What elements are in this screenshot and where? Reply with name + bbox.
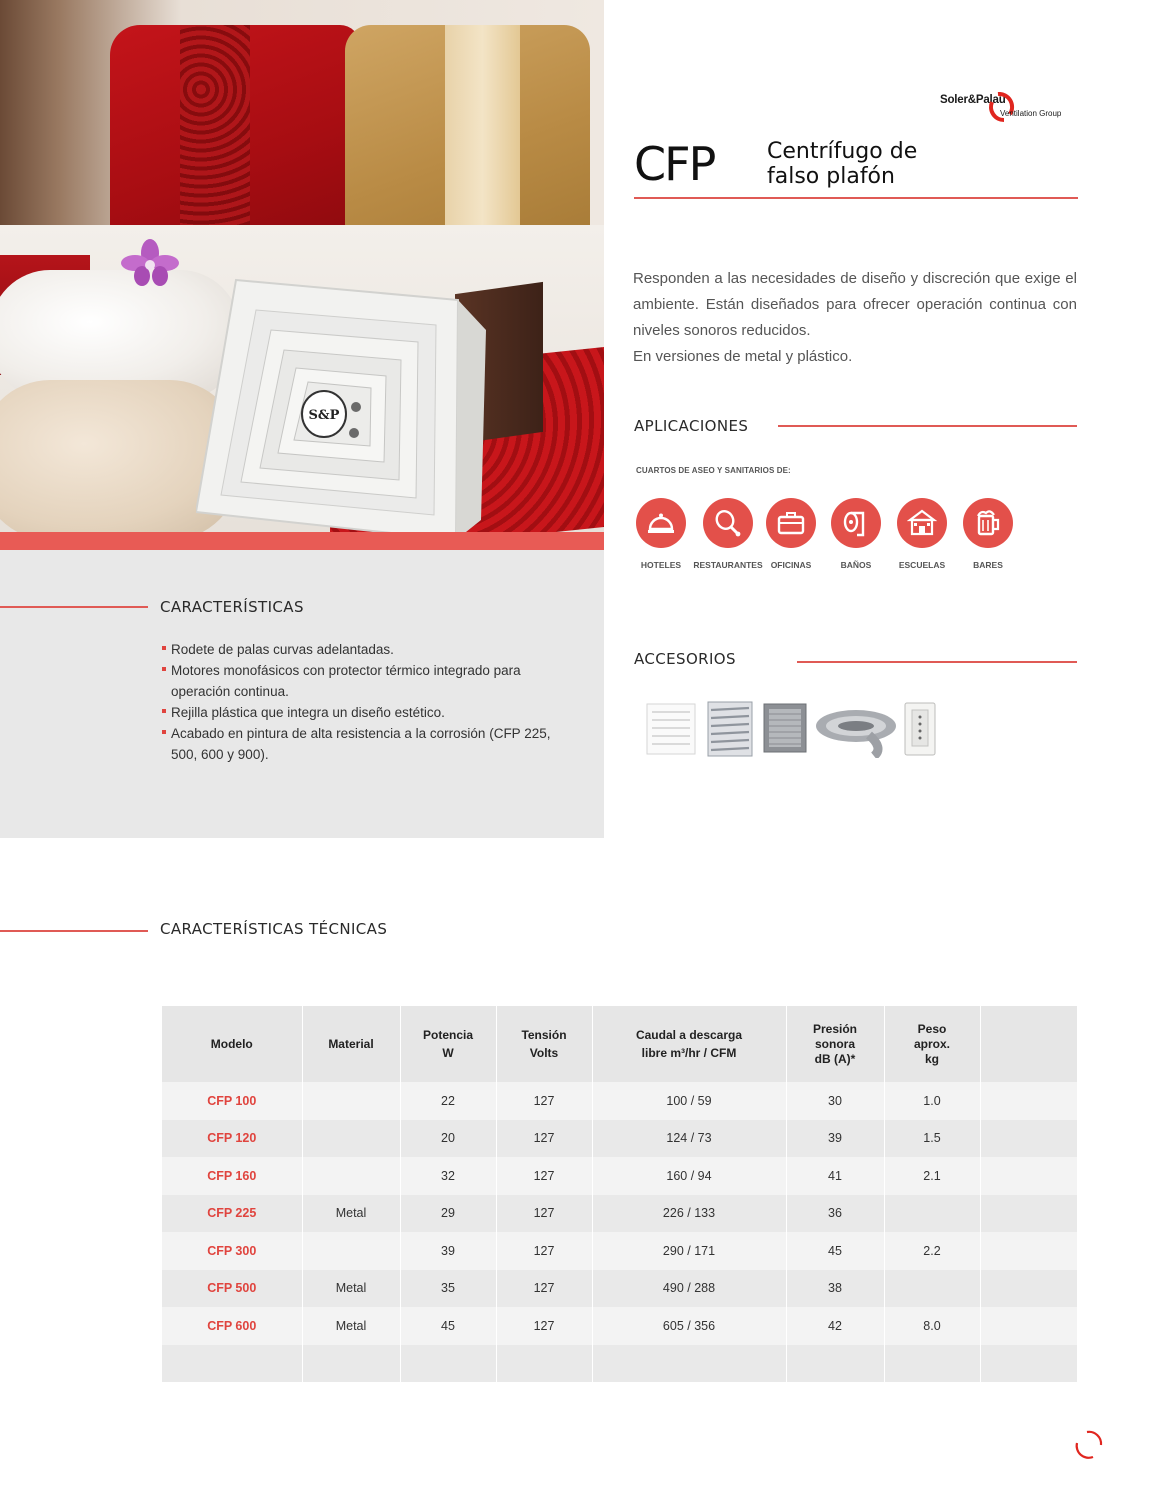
application-label: RESTAURANTES: [693, 560, 763, 570]
model-cell: CFP 225: [162, 1195, 302, 1233]
table-cell: 127: [496, 1232, 592, 1270]
cfp-fan-product: [196, 270, 486, 550]
table-cell: [400, 1345, 496, 1383]
table-cell: 1.5: [884, 1120, 980, 1158]
table-row: [162, 1232, 1077, 1270]
table-cell: 127: [496, 1195, 592, 1233]
application-hoteles: [626, 498, 696, 570]
table-row: [162, 1120, 1077, 1158]
list-item: Motores monofásicos con protector térmico integrado para operación continua.: [160, 660, 560, 702]
application-banos: [821, 498, 891, 570]
table-cell: [980, 1120, 1077, 1158]
column-header: Modelo: [162, 1006, 302, 1082]
product-name-line1: Centrífugo de: [767, 139, 918, 164]
school-icon: [907, 508, 937, 538]
orchid-flower: [110, 238, 190, 288]
table-cell: 36: [786, 1195, 884, 1233]
table-cell: 127: [496, 1307, 592, 1345]
application-label: BARES: [973, 560, 1003, 570]
cloche-icon: [646, 508, 676, 538]
application-bares: [953, 498, 1023, 570]
table-cell: [980, 1270, 1077, 1308]
page-corner-arc-icon: [1073, 1429, 1105, 1461]
table-cell: [980, 1082, 1077, 1120]
application-label: BAÑOS: [840, 560, 872, 570]
column-header: Tensión Volts: [496, 1006, 592, 1082]
wall-control: [902, 700, 938, 758]
table-row: [162, 1345, 1077, 1383]
table-cell: 605 / 356: [592, 1307, 786, 1345]
application-oficinas: [756, 498, 826, 570]
brand-group: Ventilation Group: [1000, 109, 1062, 118]
applications-subtitle: CUARTOS DE ASEO Y SANITARIOS DE:: [636, 466, 791, 475]
table-cell: 42: [786, 1307, 884, 1345]
table-header-row: [162, 1006, 1077, 1082]
model-cell: CFP 160: [162, 1157, 302, 1195]
column-header: Potencia W: [400, 1006, 496, 1082]
table-cell: [884, 1195, 980, 1233]
table-row: [162, 1307, 1077, 1345]
briefcase-icon: [776, 508, 806, 538]
table-cell: 2.1: [884, 1157, 980, 1195]
table-row: [162, 1195, 1077, 1233]
tech-specs-heading: CARACTERÍSTICAS TÉCNICAS: [160, 920, 388, 938]
model-cell: CFP 120: [162, 1120, 302, 1158]
application-label: ESCUELAS: [898, 560, 946, 570]
table-row: [162, 1157, 1077, 1195]
column-header: Peso aprox. kg: [884, 1006, 980, 1082]
intro-paragraph-2: En versiones de metal y plástico.: [633, 348, 853, 365]
white-louvre-grille: [644, 700, 699, 758]
brand-name: Soler&Palau: [940, 94, 1006, 106]
column-header: Caudal a descarga libre m³/hr / CFM: [592, 1006, 786, 1082]
table-cell: [884, 1345, 980, 1383]
chicken-leg-icon: [713, 508, 743, 538]
table-cell: 30: [786, 1082, 884, 1120]
table-cell: 160 / 94: [592, 1157, 786, 1195]
model-cell: CFP 500: [162, 1270, 302, 1308]
product-code: CFP: [634, 137, 715, 191]
list-item: Rejilla plástica que integra un diseño estético.: [160, 702, 560, 723]
divider-line: [0, 930, 148, 932]
model-cell: [162, 1345, 302, 1383]
table-cell: 127: [496, 1120, 592, 1158]
table-cell: 45: [400, 1307, 496, 1345]
svg-text:S&P: S&P: [308, 408, 340, 423]
model-cell: CFP 100: [162, 1082, 302, 1120]
application-escuelas: [887, 498, 957, 570]
table-cell: [980, 1345, 1077, 1383]
table-cell: 2.2: [884, 1232, 980, 1270]
table-cell: 45: [786, 1232, 884, 1270]
model-cell: CFP 300: [162, 1232, 302, 1270]
list-item: Rodete de palas curvas adelantadas.: [160, 639, 560, 660]
brand-logo: [940, 92, 1080, 124]
table-cell: [302, 1232, 400, 1270]
table-cell: [980, 1307, 1077, 1345]
table-cell: 290 / 171: [592, 1232, 786, 1270]
table-cell: 39: [400, 1232, 496, 1270]
table-cell: 32: [400, 1157, 496, 1195]
table-cell: 1.0: [884, 1082, 980, 1120]
metal-mesh-grille: [762, 700, 808, 758]
table-cell: 226 / 133: [592, 1195, 786, 1233]
table-cell: 35: [400, 1270, 496, 1308]
column-header: Presión sonora dB (A)*: [786, 1006, 884, 1082]
intro-paragraph: Responden a las necesidades de diseño y discreción que exige el ambiente. Están diseñados para ofrecer operación continua con niveles sonoros reducidos.: [633, 270, 1077, 339]
specs-table: [162, 1006, 1077, 1382]
divider-line: [0, 606, 148, 608]
flexible-duct: [814, 700, 898, 758]
table-cell: 29: [400, 1195, 496, 1233]
table-cell: Metal: [302, 1307, 400, 1345]
table-cell: 20: [400, 1120, 496, 1158]
divider-line: [778, 425, 1077, 427]
divider-line: [797, 661, 1077, 663]
table-cell: [786, 1345, 884, 1383]
grey-louvre-grille: [706, 700, 754, 758]
features-list: [160, 639, 560, 765]
table-cell: 124 / 73: [592, 1120, 786, 1158]
table-row: [162, 1082, 1077, 1120]
table-cell: 490 / 288: [592, 1270, 786, 1308]
beer-mug-icon: [973, 508, 1003, 538]
model-cell: CFP 600: [162, 1307, 302, 1345]
toilet-paper-icon: [841, 508, 871, 538]
accessories-heading: ACCESORIOS: [634, 650, 736, 668]
application-label: OFICINAS: [770, 560, 812, 570]
product-name: [767, 139, 987, 189]
intro-text: [633, 266, 1077, 370]
column-header: [980, 1006, 1077, 1082]
features-heading: CARACTERÍSTICAS: [160, 598, 304, 616]
table-cell: [302, 1082, 400, 1120]
table-cell: Metal: [302, 1195, 400, 1233]
table-cell: [496, 1345, 592, 1383]
table-row: [162, 1270, 1077, 1308]
table-cell: [302, 1157, 400, 1195]
table-cell: [980, 1232, 1077, 1270]
table-cell: [302, 1345, 400, 1383]
table-cell: 127: [496, 1082, 592, 1120]
table-cell: 22: [400, 1082, 496, 1120]
title-underline: [634, 197, 1078, 199]
table-cell: 100 / 59: [592, 1082, 786, 1120]
table-cell: 8.0: [884, 1307, 980, 1345]
product-name-line2: falso plafón: [767, 164, 895, 189]
column-header: Material: [302, 1006, 400, 1082]
table-cell: [980, 1157, 1077, 1195]
table-cell: 41: [786, 1157, 884, 1195]
application-restaurantes: [693, 498, 763, 570]
table-cell: [302, 1120, 400, 1158]
table-cell: 127: [496, 1270, 592, 1308]
list-item: Acabado en pintura de alta resistencia a la corrosión (CFP 225, 500, 600 y 900).: [160, 723, 560, 765]
table-cell: 39: [786, 1120, 884, 1158]
table-cell: 38: [786, 1270, 884, 1308]
hero-photo: [0, 0, 604, 550]
table-cell: [884, 1270, 980, 1308]
table-cell: 127: [496, 1157, 592, 1195]
table-cell: Metal: [302, 1270, 400, 1308]
applications-heading: APLICACIONES: [634, 417, 749, 435]
application-label: HOTELES: [640, 560, 682, 570]
table-cell: [592, 1345, 786, 1383]
table-cell: [980, 1195, 1077, 1233]
